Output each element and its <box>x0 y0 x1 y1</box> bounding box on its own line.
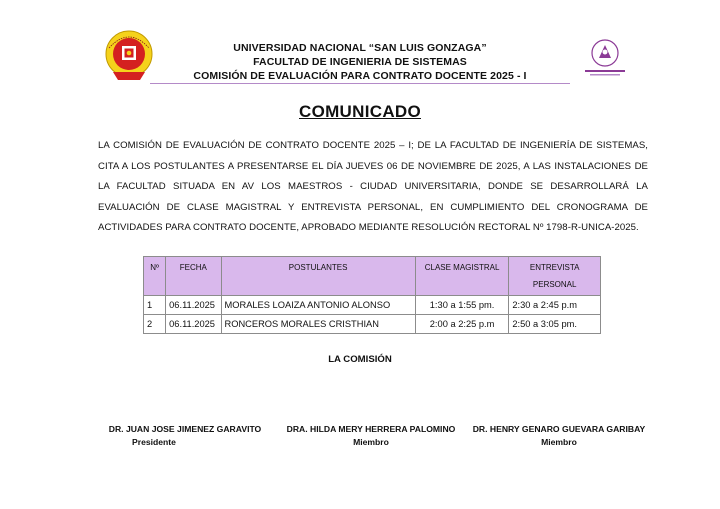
column-header-entrevista: ENTREVISTA PERSONAL <box>509 257 601 296</box>
schedule-table <box>143 256 601 334</box>
faculty-seal-icon <box>578 36 632 80</box>
signatory-president <box>90 423 280 449</box>
cell-fecha: 06.11.2025 <box>166 315 221 334</box>
signatory-name: DR. HENRY GENARO GUEVARA GARIBAY <box>472 424 646 434</box>
cell-fecha: 06.11.2025 <box>166 296 221 315</box>
cell-num: 2 <box>144 315 166 334</box>
signatory-name: DRA. HILDA MERY HERRERA PALOMINO <box>286 424 456 434</box>
column-header-fecha: FECHA <box>166 257 221 296</box>
signatory-role: Miembro <box>353 437 389 447</box>
cell-clase: 2:00 a 2:25 p.m <box>415 315 509 334</box>
column-header-num: Nº <box>144 257 166 296</box>
cell-clase: 1:30 a 1:55 pm. <box>415 296 509 315</box>
signatory-member-1 <box>278 423 464 449</box>
signatory-member-2 <box>466 423 652 449</box>
commission-name: COMISIÓN DE EVALUACIÓN PARA CONTRATO DOCENTE 2025 - I <box>193 70 527 82</box>
cell-num: 1 <box>144 296 166 315</box>
signatory-name: DR. JUAN JOSE JIMENEZ GARAVITO <box>108 424 262 434</box>
cell-postulante: RONCEROS MORALES CRISTHIAN <box>221 315 415 334</box>
cell-entrevista: 2:30 a 2:45 p.m <box>509 296 601 315</box>
announcement-paragraph: LA COMISIÓN DE EVALUACIÓN DE CONTRATO DOCENTE 2025 – I; DE LA FACULTAD DE INGENIERÍA DE SISTEMAS, CITA A LOS POSTULANTES A PRESENTARSE EL DÍA JUEVES 06 DE NOVIEMBRE DE 2025, A LAS INSTALACIONES DE LA FACULTAD SITUADA EN AV LOS MAESTROS - CIUDAD UNIVERSITARIA, DONDE SE DESARROLLARÁ LA EVALUACIÓN DE CLASE MAGISTRAL Y ENTREVISTA PERSONAL, EN CUMPLIMIENTO DEL CRONOGRAMA DE ACTIVIDADES PARA CONTRATO DOCENTE, APROBADO MEDIANTE RESOLUCIÓN RECTORAL Nº 1798-R-UNICA-2025. <box>98 140 648 233</box>
column-header-postulantes: POSTULANTES <box>221 257 415 296</box>
signatory-role: Presidente <box>132 437 176 447</box>
table-row <box>144 315 601 334</box>
page-title: COMUNICADO <box>299 102 421 121</box>
column-header-clase-magistral: CLASE MAGISTRAL <box>415 257 509 296</box>
cell-postulante: MORALES LOAIZA ANTONIO ALONSO <box>221 296 415 315</box>
table-row <box>144 296 601 315</box>
university-name: UNIVERSIDAD NACIONAL “SAN LUIS GONZAGA” <box>233 42 487 54</box>
header-divider <box>150 83 570 84</box>
closing-signature: LA COMISIÓN <box>328 354 392 365</box>
cell-entrevista: 2:50 a 3:05 pm. <box>509 315 601 334</box>
signatory-role: Miembro <box>541 437 577 447</box>
faculty-name: FACULTAD DE INGENIERIA DE SISTEMAS <box>253 56 467 68</box>
university-seal-icon <box>104 28 154 84</box>
table-header-row <box>144 257 601 296</box>
